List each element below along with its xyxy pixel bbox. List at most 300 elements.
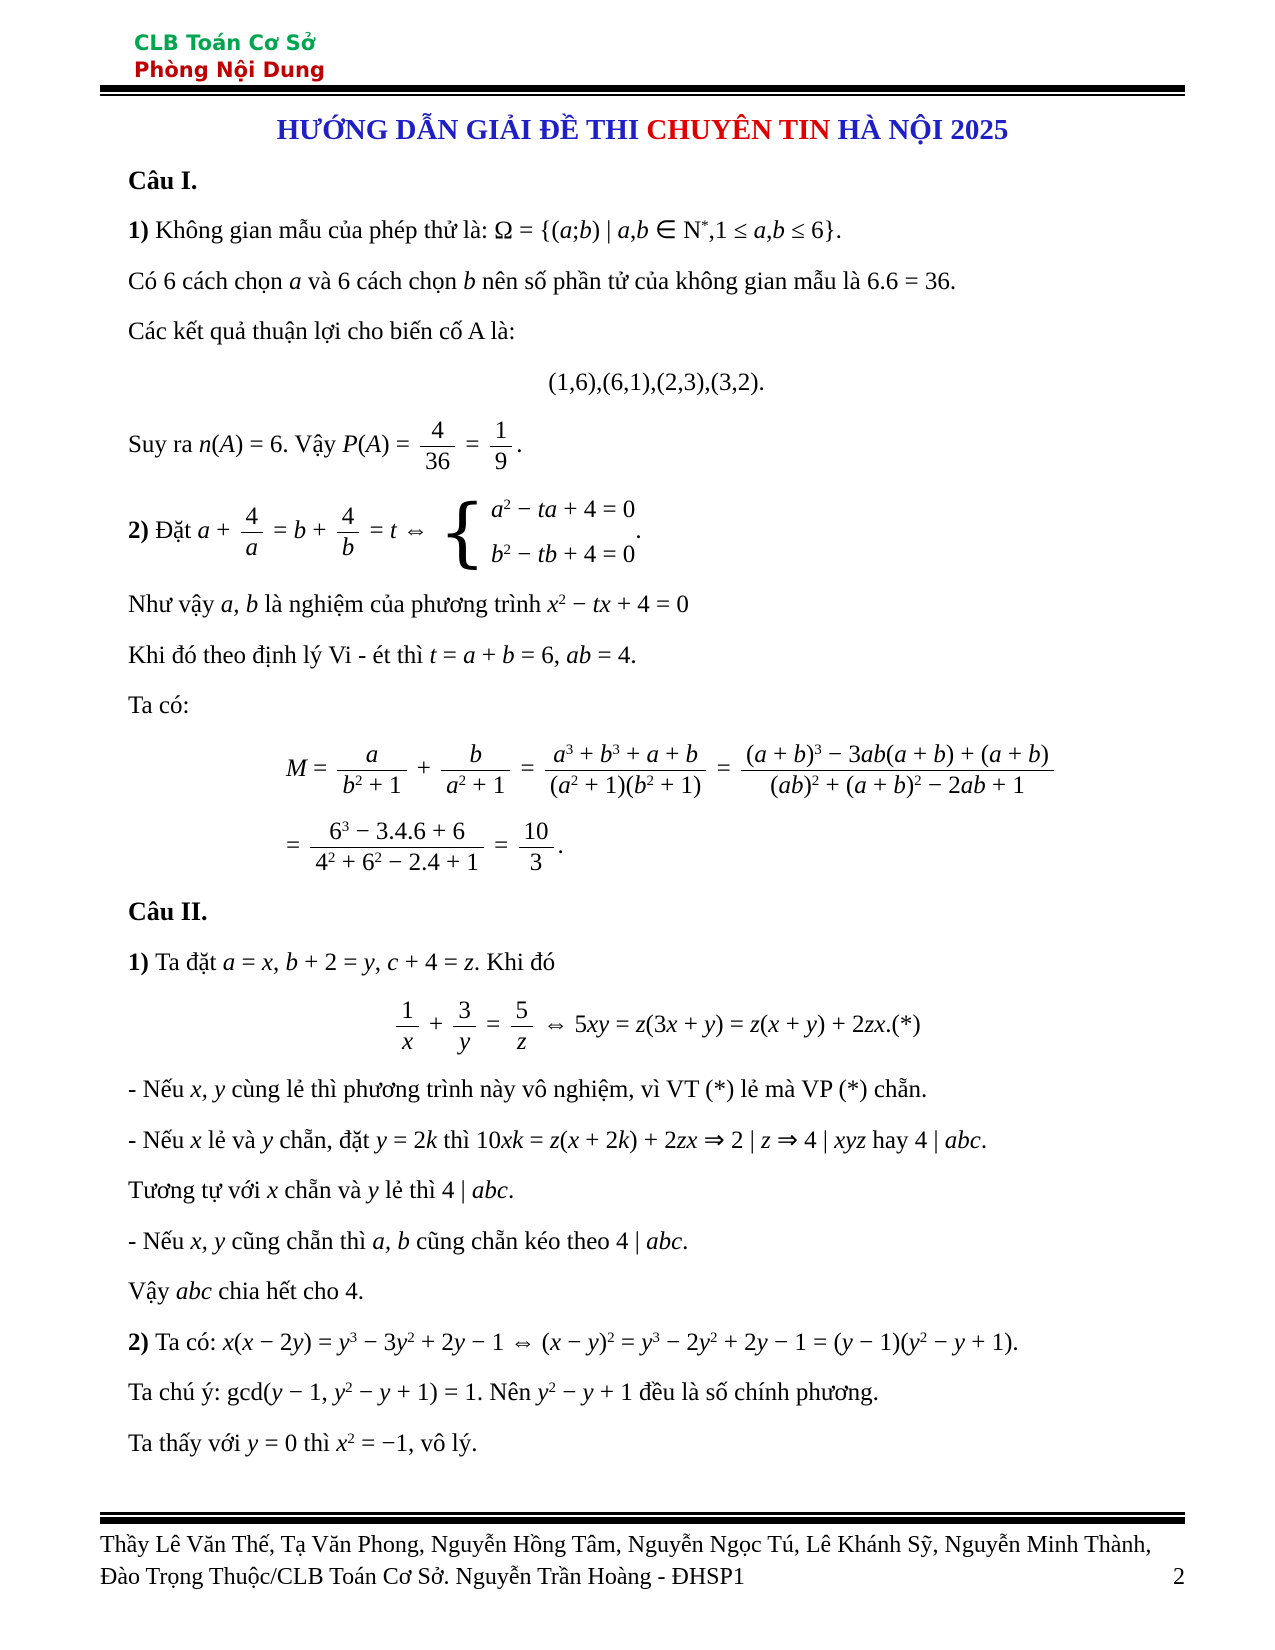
text-run: HƯỚNG DẪN GIẢI ĐỀ THI [276,113,647,146]
denominator [337,771,406,801]
text-run: = [436,641,464,669]
text-run: b [342,771,355,799]
text-run: chẵn và [278,1177,368,1205]
footer-authors-line1: Thầy Lê Văn Thế, Tạ Văn Phong, Nguyễn Hồng Tâm, Nguyễn Ngọc Tú, Lê Khánh Sỹ, Nguyễn Minh Thành, [100,1532,1152,1558]
text-run: ab [778,771,804,799]
centered-formula [128,366,1185,401]
text-run: + 4 = 0 [610,591,689,619]
text-run: 9 [494,448,508,476]
text-run: hay 4 | [866,1126,945,1154]
text-run: Như vậy [128,591,221,619]
text-run: 4 [341,503,355,531]
text-run: + 1) = 1. Nên [390,1379,538,1407]
text-run: + [422,1011,450,1039]
left-brace-icon: { [438,488,487,577]
fraction [490,416,513,477]
text-run: a [558,771,571,799]
text-run: y [459,1028,471,1056]
text-run: + [766,740,794,768]
text-run: y [537,1379,549,1407]
text-run: + 6 [335,848,375,876]
text-run: + 4 = 0 [557,540,636,568]
text-run: y [704,1011,716,1039]
paragraph [128,416,1185,477]
text-run: = [363,517,390,545]
text-run: thì 10 [437,1126,502,1154]
denominator [453,1027,476,1057]
text-run: , [374,948,388,976]
text-run: - Nếu [128,1227,191,1255]
fraction [396,996,419,1057]
text-run: y [271,1379,283,1407]
paragraph [128,265,1185,300]
text-run: y [641,1328,653,1356]
text-run: 1) [128,948,156,976]
text-run: + [866,771,894,799]
text-run: a [894,740,907,768]
text-run: . [508,1177,515,1205]
text-run: ( [233,1328,243,1356]
text-run: y [292,1328,304,1356]
paragraph [128,1326,1185,1361]
text-run: + [619,740,647,768]
text-run: z [549,1126,560,1154]
text-run: a [559,217,573,245]
text-run: − [511,496,538,524]
text-run: = [479,1011,507,1039]
text-run: = 6, [514,641,567,669]
text-run: z [464,948,474,976]
text-run: = 4. [591,641,637,669]
text-run: zx [864,1011,886,1039]
denominator [490,447,513,477]
text-run: lẻ thì 4 | [378,1177,472,1205]
text-run: b [341,534,355,562]
text-run: = [267,517,294,545]
text-run: x [549,1328,562,1356]
text-run: ( [559,1126,568,1154]
superscript: * [701,218,709,235]
page-footer [100,1512,1185,1593]
text-run: = −1, vô lý. [354,1429,478,1457]
text-run: Khi đó theo định lý Vi - ét thì [128,641,430,669]
text-run: ( [357,431,366,459]
text-run: 1) [128,217,156,245]
text-run: y [379,1379,391,1407]
superscript: 2 [347,1430,355,1447]
paragraph [128,1174,1185,1209]
text-run: b [772,217,785,245]
text-run: y [587,1328,599,1356]
text-run: − [555,1379,583,1407]
text-run: ) [1040,740,1049,768]
text-run: x [242,1328,254,1356]
text-run: ⇒ 2 | [697,1126,761,1154]
text-run: − [511,540,538,568]
text-run: = [710,755,737,783]
footer-row [100,1562,1185,1594]
superscript: 2 [354,772,363,789]
header-rule-thick-bar [100,85,1185,92]
section-heading [128,894,1185,930]
text-run: x [190,1126,202,1154]
numerator [241,502,264,533]
text-run: − [566,591,593,619]
org-department: Phòng Nội Dung [134,58,325,83]
superscript: 2 [503,541,512,558]
numerator [519,817,554,848]
superscript: 2 [548,1380,556,1397]
text-run: lẻ và [201,1126,262,1154]
numerator [453,996,476,1027]
text-run: + 1) [653,771,702,799]
text-run: a, b [220,591,259,619]
centered-formula [128,996,1185,1057]
text-run: a [463,641,476,669]
text-run: ) | [591,217,618,245]
text-run: = [235,948,262,976]
text-run: a [617,217,631,245]
superscript: 2 [919,1329,928,1346]
text-run: − 3 [357,1328,397,1356]
text-run: t [429,641,437,669]
text-run: ) = 6. Vậy [234,431,343,459]
text-run: ,1 ≤ [708,217,754,245]
text-run: = [514,755,541,783]
text-run: x [666,1011,678,1039]
text-run: ( [746,740,755,768]
text-run: ( [759,1011,769,1039]
text-run: − 1)( [852,1328,909,1356]
denominator [337,533,360,563]
text-run: + [410,755,438,783]
text-run: + [658,740,686,768]
text-run: k [426,1126,438,1154]
text-run: b [579,217,592,245]
text-run: b [636,217,649,245]
text-run: 6 [329,817,342,845]
text-run: − 1, [282,1379,335,1407]
text-run: x [401,1028,414,1056]
fraction [545,740,707,801]
paragraph [128,1427,1185,1462]
text-run: y [453,1328,465,1356]
text-run: , [630,217,637,245]
text-run: Tương tự với [128,1177,267,1205]
text-run: y [953,1328,965,1356]
text-run: + 2 [717,1328,757,1356]
text-run: cùng lẻ thì phương trình này vô nghiệm, vì VT (*) lẻ mà VP (*) chẵn. [225,1076,928,1104]
text-run: + 1)( [578,771,634,799]
paragraph [128,1225,1185,1260]
denominator [420,447,455,477]
document-title [100,114,1185,147]
text-run: Vậy [128,1278,176,1306]
text-run: − [352,1379,380,1407]
text-run: . [682,1227,689,1255]
superscript: 2 [646,772,654,789]
text-run: a [365,740,379,768]
header-rule [100,85,1185,96]
superscript: 3 [612,741,620,758]
text-run: x [266,1177,279,1205]
text-run: y [908,1328,920,1356]
numerator [420,416,455,447]
text-run: tb [537,540,558,568]
text-run: chẵn, đặt [273,1126,376,1154]
text-run: y [582,1379,594,1407]
text-run: là nghiệm của phương trình [258,591,548,619]
denominator [241,533,264,563]
system-line [491,493,635,528]
text-run: a [197,517,210,545]
text-run: − 3 [821,740,861,768]
fraction [453,996,476,1057]
text-run: z [750,1011,760,1039]
text-run: . [980,1126,988,1154]
text-run: . [635,517,642,545]
text-run: y [334,1379,346,1407]
text-run: b [599,740,613,768]
text-run: z [516,1028,527,1056]
paragraph [128,1124,1185,1159]
text-run: 36 [425,448,451,476]
text-run: a, b [372,1227,410,1255]
fraction [337,740,406,801]
fraction [241,502,264,563]
text-run: ≤ 6}. [784,217,842,245]
text-run: và 6 cách chọn [301,267,464,295]
footer-rule [100,1512,1185,1524]
paragraph [128,588,1185,623]
text-run: Câu II. [128,896,208,926]
fraction [337,502,360,563]
text-run: abc [646,1227,683,1255]
fraction [511,996,534,1057]
text-run: Câu I. [128,165,198,195]
superscript: 3 [341,818,350,835]
text-run: . [557,832,564,860]
text-run: x [261,948,273,976]
text-run: A [365,431,382,459]
text-run: , [766,217,773,245]
text-run: b [469,740,482,768]
text-run: abc [471,1177,509,1205]
text-run: z [760,1126,771,1154]
denominator [396,1027,419,1057]
text-run: ) + ( [945,740,990,768]
text-run: x [567,1126,580,1154]
text-run: a [989,740,1002,768]
text-run: P [342,431,358,459]
text-run: x [768,1011,780,1039]
text-run: b [463,267,476,295]
text-run: − 2.4 + 1 [381,848,479,876]
text-run: = [609,1011,636,1039]
text-run: 3 [458,997,471,1025]
superscript: 3 [349,1329,358,1346]
text-run: a [446,771,459,799]
text-run: + [1001,740,1029,768]
footer-authors-line2: Đào Trọng Thuộc/CLB Toán Cơ Sở. Nguyễn Trần Hoàng - ĐHSP1 [100,1563,745,1590]
superscript: 2 [811,772,820,789]
footer-rule-thick-bar [100,1517,1185,1524]
text-run: a [222,948,236,976]
superscript: 3 [565,741,574,758]
superscript: 2 [710,1329,718,1346]
equation-system [438,488,636,577]
superscript: 3 [814,741,822,758]
text-run: ab [860,740,886,768]
text-run: cũng chẵn kéo theo 4 | [409,1227,647,1255]
text-run: ) [598,1328,608,1356]
superscript: 2 [558,592,567,609]
text-run: b [502,641,515,669]
text-run: = [523,1126,550,1154]
text-run: + [677,1011,705,1039]
text-run: 4 [245,503,259,531]
text-run: y [363,948,375,976]
text-run: Các kết quả thuận lợi cho biến cố A là: [128,318,516,346]
text-run: = 2 [386,1126,427,1154]
text-run: − 2 [921,771,961,799]
paragraph [128,1376,1185,1411]
text-run: − [927,1328,954,1356]
fraction [310,817,484,878]
display-formula [128,740,1185,801]
superscript: 2 [327,849,336,866]
text-run: = [614,1328,642,1356]
paragraph [128,315,1185,350]
text-run: = [487,832,515,860]
denominator [310,848,484,878]
text-run: ) [803,771,812,799]
paragraph [128,639,1185,674]
text-run: . Khi đó [473,948,556,976]
text-run: x, y [190,1227,226,1255]
text-run: + ( [819,771,855,799]
text-run: + 1 [362,771,402,799]
text-run: ) = [381,431,417,459]
text-run: + 1). [964,1328,1019,1356]
text-run: x [222,1328,234,1356]
superscript: 2 [374,849,382,866]
paragraph [128,488,1185,577]
text-run: CHUYÊN TIN [646,113,831,146]
paragraph [128,1275,1185,1310]
text-run: − 1 ⇔ ( [465,1328,550,1356]
section-heading [128,163,1185,199]
text-run: z [635,1011,646,1039]
text-run: xk [501,1126,524,1154]
text-run: b [793,740,806,768]
paragraph [128,689,1185,724]
numerator [310,817,484,848]
text-run: = [286,832,307,860]
text-run: - Nếu [128,1076,191,1104]
text-run: Ta chú ý: gcd( [128,1379,272,1407]
paragraph [128,214,1185,249]
text-run: + 4 = 0 [557,496,636,524]
text-run: + [209,517,237,545]
text-run: b [293,517,307,545]
text-run: b [1028,740,1041,768]
text-run: 4 [431,417,444,445]
text-run: ∈ N [648,217,702,245]
text-run: ta [537,496,558,524]
text-run: tx [592,591,611,619]
text-run: ) + 2 [817,1011,865,1039]
text-run: ) = [715,1011,751,1039]
text-run: + [306,517,333,545]
denominator [741,771,1054,801]
text-run: y [375,1126,387,1154]
text-run: + 1 [466,771,506,799]
text-run: ( [549,771,559,799]
display-formula [128,817,1185,878]
text-run: M [286,755,307,783]
text-run: ( [770,771,779,799]
text-run: ( [885,740,895,768]
numerator [511,996,534,1027]
text-run: t [389,517,397,545]
text-run: Ta có: [155,1328,223,1356]
text-run: + 2 [579,1126,619,1154]
numerator [337,740,406,771]
header-rule-thin-line [100,94,1185,96]
text-run: y [396,1328,408,1356]
text-run: a [646,740,659,768]
superscript: 2 [458,772,467,789]
text-run: k [618,1126,630,1154]
text-run: ⇔ 5 [537,1011,587,1039]
denominator [545,771,707,801]
org-name: CLB Toán Cơ Sở [134,31,316,55]
text-run: 4 [315,848,328,876]
numerator [441,740,510,771]
text-run: a [754,740,767,768]
text-run: b [893,771,906,799]
text-run: + 1 đều là số chính phương. [593,1379,879,1407]
text-run: 10 [523,817,549,845]
paragraph [128,946,1185,981]
text-run: a [245,534,259,562]
text-run: b [685,740,699,768]
text-run: + [475,641,503,669]
text-run: − 2 [659,1328,699,1356]
text-run: b [285,948,298,976]
system-lines [491,493,635,572]
superscript: 2 [503,497,512,514]
numerator [337,502,360,533]
paragraph [128,1073,1185,1108]
text-run: ) = [303,1328,339,1356]
text-run: zx [676,1126,698,1154]
text-run: 5 [515,997,528,1025]
text-run: x [336,1429,348,1457]
text-run: (1,6),(6,1),(2,3),(3,2). [548,368,765,396]
org-header [134,30,1185,85]
text-run: + 2 [414,1328,454,1356]
text-run: ( [211,431,220,459]
text-run: Đặt [155,517,198,545]
superscript: 2 [914,772,922,789]
text-run: + [779,1011,806,1039]
numerator [396,996,419,1027]
superscript: 2 [345,1380,353,1397]
page-number: 2 [1173,1563,1185,1590]
text-run: 2) [128,1328,156,1356]
